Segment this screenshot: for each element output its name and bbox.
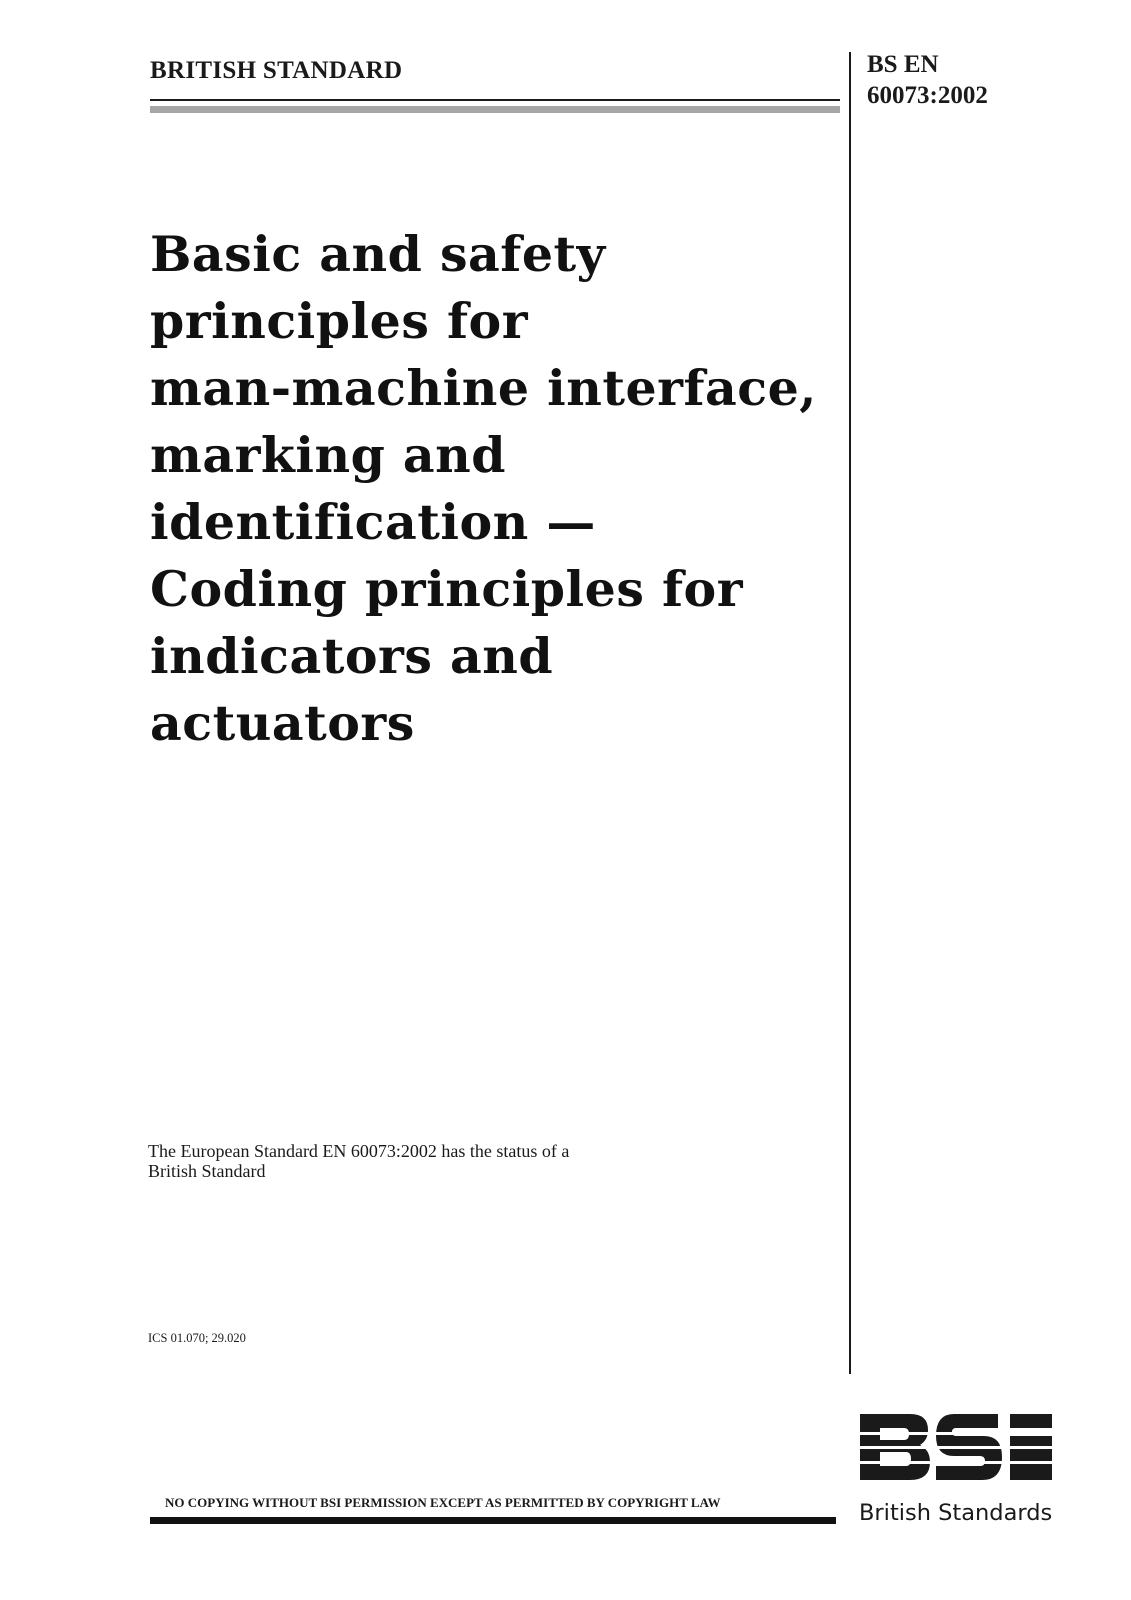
title-line: identification —: [150, 493, 596, 551]
title-line: Coding principles for: [150, 560, 744, 618]
standard-number: [867, 49, 988, 111]
standard-number-line1: BS EN: [867, 51, 939, 78]
copyright-notice: NO COPYING WITHOUT BSI PERMISSION EXCEPT AS PERMITTED BY COPYRIGHT LAW: [165, 1495, 721, 1510]
header-rule-thin: [150, 99, 840, 101]
title-line: principles for: [150, 292, 529, 350]
standard-number-line2: 60073:2002: [867, 82, 988, 109]
series-label: BRITISH STANDARD: [150, 57, 403, 84]
title-line: Basic and safety: [150, 225, 606, 283]
document-title: [150, 221, 845, 757]
footer-rule: [150, 1517, 836, 1524]
column-divider: [849, 52, 851, 1374]
header-rule-thick: [150, 106, 840, 113]
bsi-logo-caption: British Standards: [859, 1500, 1053, 1526]
title-line: marking and: [150, 426, 507, 484]
status-note-line1: The European Standard EN 60073:2002 has the status of a: [148, 1141, 570, 1161]
title-line: actuators: [150, 694, 415, 752]
title-line: man-machine interface,: [150, 359, 817, 417]
title-line: indicators and: [150, 627, 554, 685]
status-note-line2: British Standard: [148, 1161, 266, 1181]
status-note: [148, 1141, 569, 1181]
ics-code: ICS 01.070; 29.020: [148, 1331, 246, 1345]
